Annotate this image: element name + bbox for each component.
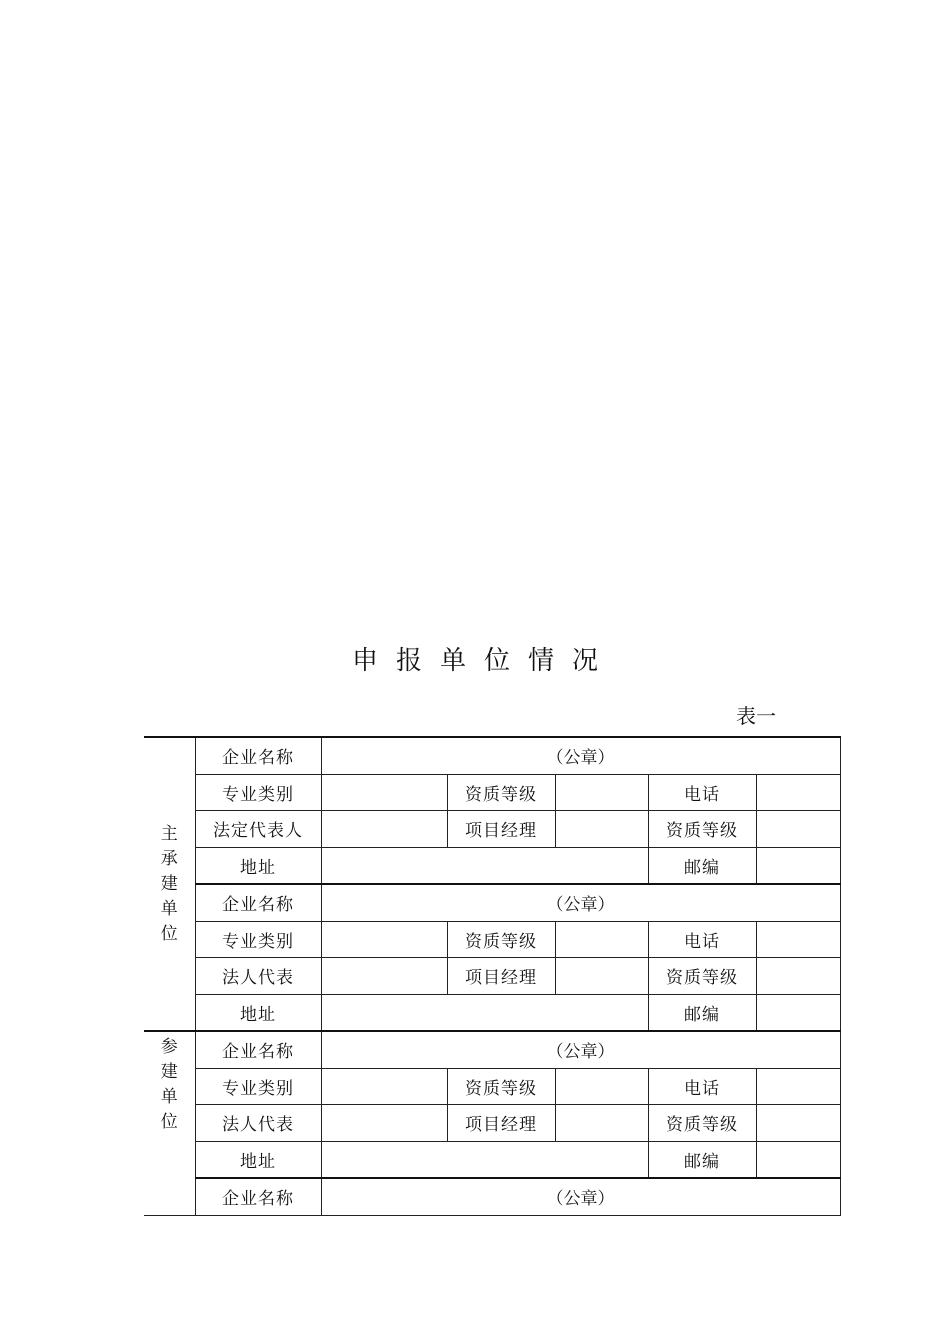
qualification-value[interactable] xyxy=(756,958,840,995)
specialty-label: 专业类别 xyxy=(195,774,321,811)
address-value[interactable] xyxy=(321,994,648,1031)
phone-value[interactable] xyxy=(756,921,840,958)
project-manager-label: 项目经理 xyxy=(447,958,555,995)
specialty-label: 专业类别 xyxy=(195,921,321,958)
project-manager-label: 项目经理 xyxy=(447,811,555,848)
address-value[interactable] xyxy=(321,847,648,884)
qualification-value[interactable] xyxy=(555,921,648,958)
company-name-label: 企业名称 xyxy=(195,737,321,774)
postcode-label: 邮编 xyxy=(648,994,756,1031)
seal-cell: （公章） xyxy=(321,1031,840,1068)
qualification-label: 资质等级 xyxy=(648,958,756,995)
seal-cell: （公章） xyxy=(321,884,840,921)
legal-rep-label: 法人代表 xyxy=(195,958,321,995)
postcode-value[interactable] xyxy=(756,1141,840,1178)
qualification-label: 资质等级 xyxy=(447,921,555,958)
legal-rep-label: 法人代表 xyxy=(195,1105,321,1142)
qualification-value[interactable] xyxy=(555,1068,648,1105)
legal-rep-value[interactable] xyxy=(321,958,447,995)
phone-label: 电话 xyxy=(648,774,756,811)
main-contractor-label: 主承建单位 xyxy=(144,737,195,1031)
legal-rep-label: 法定代表人 xyxy=(195,811,321,848)
participating-unit-label: 参建单位 xyxy=(144,1031,195,1215)
qualification-label: 资质等级 xyxy=(447,774,555,811)
seal-cell: （公章） xyxy=(321,1178,840,1215)
specialty-value[interactable] xyxy=(321,1068,447,1105)
project-manager-value[interactable] xyxy=(555,1105,648,1142)
project-manager-value[interactable] xyxy=(555,958,648,995)
seal-cell: （公章） xyxy=(321,737,840,774)
specialty-value[interactable] xyxy=(321,921,447,958)
address-label: 地址 xyxy=(195,847,321,884)
address-value[interactable] xyxy=(321,1141,648,1178)
specialty-value[interactable] xyxy=(321,774,447,811)
legal-rep-value[interactable] xyxy=(321,811,447,848)
postcode-value[interactable] xyxy=(756,994,840,1031)
qualification-value[interactable] xyxy=(756,1105,840,1142)
phone-value[interactable] xyxy=(756,1068,840,1105)
phone-label: 电话 xyxy=(648,1068,756,1105)
qualification-label: 资质等级 xyxy=(447,1068,555,1105)
phone-value[interactable] xyxy=(756,774,840,811)
company-name-label: 企业名称 xyxy=(195,1031,321,1068)
specialty-label: 专业类别 xyxy=(195,1068,321,1105)
table-number: 表一 xyxy=(736,704,776,728)
postcode-label: 邮编 xyxy=(648,1141,756,1178)
address-label: 地址 xyxy=(195,1141,321,1178)
postcode-value[interactable] xyxy=(756,847,840,884)
legal-rep-value[interactable] xyxy=(321,1105,447,1142)
postcode-label: 邮编 xyxy=(648,847,756,884)
page-title: 申报单位情况 xyxy=(351,646,616,676)
address-label: 地址 xyxy=(195,994,321,1031)
project-manager-label: 项目经理 xyxy=(447,1105,555,1142)
qualification-value[interactable] xyxy=(756,811,840,848)
qualification-label: 资质等级 xyxy=(648,811,756,848)
applicant-table xyxy=(144,736,841,1216)
company-name-label: 企业名称 xyxy=(195,1178,321,1215)
qualification-value[interactable] xyxy=(555,774,648,811)
company-name-label: 企业名称 xyxy=(195,884,321,921)
qualification-label: 资质等级 xyxy=(648,1105,756,1142)
project-manager-value[interactable] xyxy=(555,811,648,848)
phone-label: 电话 xyxy=(648,921,756,958)
